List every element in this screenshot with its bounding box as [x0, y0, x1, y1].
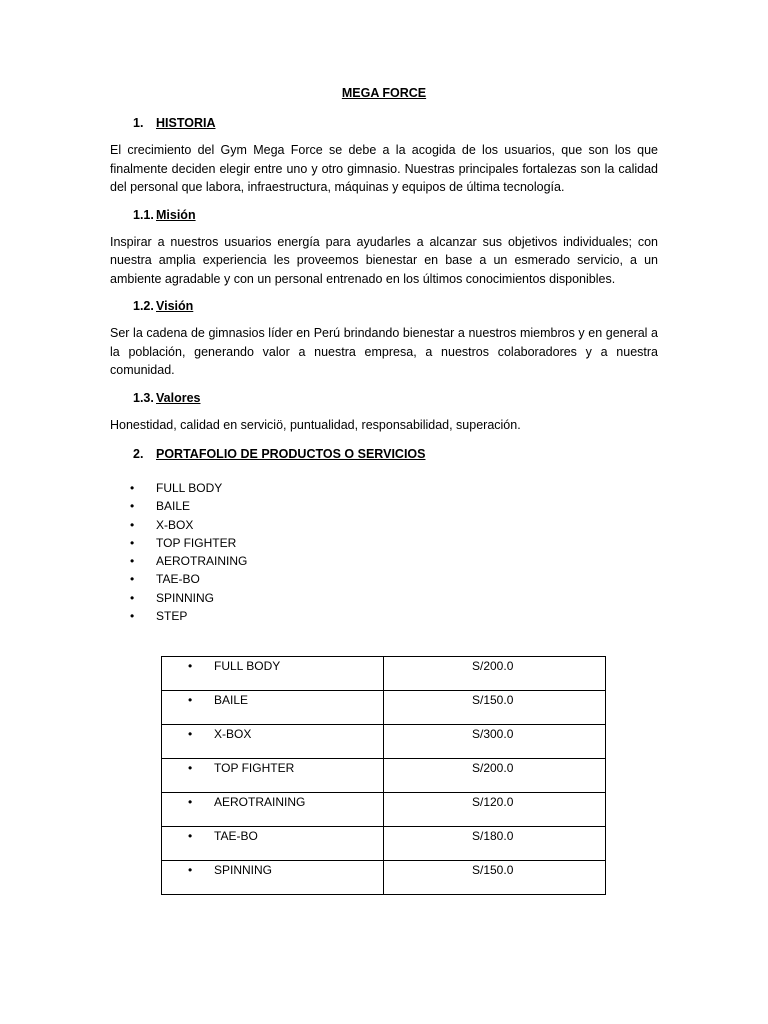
product-name: TAE-BO [156, 572, 200, 587]
item-cell [162, 657, 384, 691]
section-number: 1. [133, 116, 144, 130]
product-name: TOP FIGHTER [156, 535, 237, 550]
price-cell: S/200.0 [384, 759, 606, 793]
section-title: Valores [156, 390, 201, 405]
item-cell [162, 861, 384, 895]
list-item [130, 534, 658, 552]
bullet-icon: • [130, 535, 135, 550]
list-item [130, 552, 658, 570]
item-name: BAILE [214, 693, 249, 707]
section-title: Visión [156, 299, 194, 313]
document-page [110, 84, 658, 625]
price-table [161, 656, 606, 895]
item-cell [162, 793, 384, 827]
section-number: 1.3. [133, 390, 154, 405]
table-row [162, 861, 606, 895]
document-title: MEGA FORCE [341, 86, 427, 100]
bullet-icon: • [188, 829, 193, 843]
price-cell: S/150.0 [384, 691, 606, 725]
list-item [130, 516, 658, 534]
list-item [130, 570, 658, 588]
list-item [130, 607, 658, 625]
table-row [162, 827, 606, 861]
section-historia-heading [133, 114, 658, 132]
historia-paragraph: El crecimiento del Gym Mega Force se debe a la acogida de los usuarios, que son los que finalmente deciden elegir entre uno y otro gimnasio. Nuestras principales fortalezas son la calidad del personal que labora, infraestructura, máquinas y equipos de última tecnología. [110, 143, 658, 194]
product-name: X-BOX [156, 517, 194, 532]
product-name: SPINNING [156, 590, 215, 605]
valores-paragraph: Honestidad, calidad en serviciö, puntualidad, responsabilidad, superación. [110, 417, 521, 432]
bullet-icon: • [188, 761, 193, 775]
section-number: 2. [133, 447, 144, 461]
bullet-icon: • [130, 499, 135, 514]
section-portafolio-heading [133, 445, 658, 463]
bullet-icon: • [188, 727, 193, 741]
section-mision-heading [133, 206, 658, 224]
item-name: SPINNING [214, 863, 273, 877]
table-row [162, 759, 606, 793]
item-name: TOP FIGHTER [214, 761, 295, 775]
table-row [162, 793, 606, 827]
product-name: BAILE [156, 499, 191, 514]
section-number: 1.1. [133, 207, 154, 222]
bullet-icon: • [130, 481, 135, 495]
price-cell: S/120.0 [384, 793, 606, 827]
section-title: HISTORIA [156, 116, 216, 130]
table-row [162, 691, 606, 725]
item-cell [162, 725, 384, 759]
table-row [162, 725, 606, 759]
section-vision-heading [133, 297, 658, 315]
price-cell: S/300.0 [384, 725, 606, 759]
item-name: X-BOX [214, 727, 252, 741]
product-list [110, 479, 658, 625]
section-title: Misión [156, 207, 196, 222]
list-item [130, 497, 658, 515]
product-name: STEP [156, 609, 188, 624]
item-cell [162, 691, 384, 725]
bullet-icon: • [188, 863, 193, 877]
section-valores-heading [133, 389, 658, 407]
bullet-icon: • [130, 554, 135, 569]
product-name: AEROTRAINING [156, 554, 248, 569]
list-item [130, 589, 658, 607]
product-name: FULL BODY [156, 481, 223, 495]
item-name: AEROTRAINING [214, 795, 306, 809]
price-cell: S/200.0 [384, 657, 606, 691]
item-cell [162, 759, 384, 793]
bullet-icon: • [130, 572, 135, 587]
bullet-icon: • [130, 609, 135, 624]
bullet-icon: • [130, 590, 135, 605]
vision-paragraph: Ser la cadena de gimnasios líder en Perú brindando bienestar a nuestros miembros y en general a la población, generando valor a nuestra empresa, a nuestros colaboradores y a nuestra comunidad. [110, 326, 658, 377]
mision-paragraph: Inspirar a nuestros usuarios energía para ayudarles a alcanzar sus objetivos individuales; con nuestra amplia experiencia les proveemos bienestar en base a un esmerado servicio, a un ambiente agradable y con un personal entrenado en los últimos conocimientos disponibles. [110, 234, 658, 286]
item-cell [162, 827, 384, 861]
price-cell: S/150.0 [384, 861, 606, 895]
bullet-icon: • [188, 659, 193, 673]
section-title: PORTAFOLIO DE PRODUCTOS O SERVICIOS [156, 447, 426, 461]
bullet-icon: • [130, 517, 135, 532]
price-cell: S/180.0 [384, 827, 606, 861]
item-name: FULL BODY [214, 659, 281, 673]
bullet-icon: • [188, 795, 193, 809]
item-name: TAE-BO [214, 829, 258, 843]
table-row [162, 657, 606, 691]
section-number: 1.2. [133, 299, 154, 313]
list-item [130, 479, 658, 497]
bullet-icon: • [188, 693, 193, 707]
